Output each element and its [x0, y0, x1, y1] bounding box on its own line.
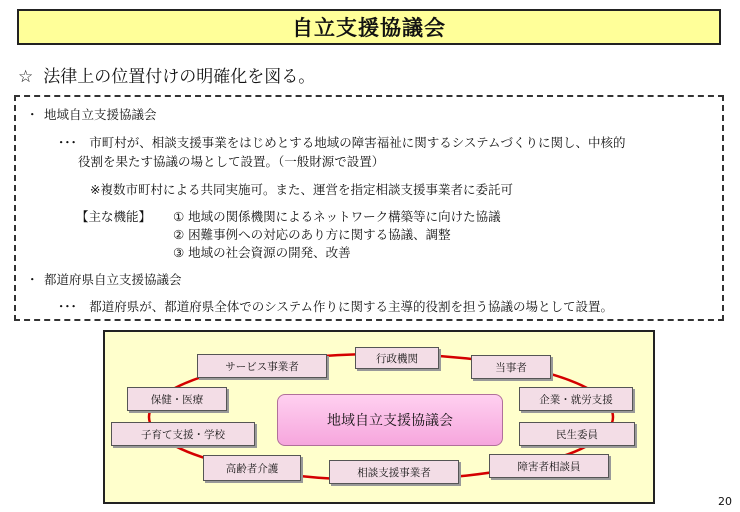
- description-box: [14, 95, 724, 321]
- center-node: 地域自立支援協議会: [277, 394, 503, 446]
- functions-label: 【主な機能】: [76, 209, 152, 224]
- item1-desc-line2: 役割を果たす協議の場として設置。（一般財源で設置）: [78, 154, 385, 169]
- headline-text: 法律上の位置付けの明確化を図る。: [43, 67, 316, 87]
- item2-title: 都道府県自立支援協議会: [44, 272, 182, 287]
- function-2: ② 困難事例への対応のあり方に関する協議、調整: [173, 227, 451, 242]
- node-employment-support: 企業・就労支援: [519, 387, 633, 411]
- node-childcare-school: 子育て支援・学校: [111, 422, 255, 446]
- node-administration: 行政機関: [355, 347, 439, 369]
- item1-desc-line1: ･･･ 市町村が、相談支援事業をはじめとする地域の障害福祉に関するシステムづくりに関し、中核的: [58, 135, 626, 150]
- headline: [18, 62, 315, 87]
- item1-note: ※複数市町村による共同実施可。また、運営を指定相談支援事業者に委託可: [90, 182, 513, 197]
- bullet-1: ・: [26, 107, 39, 122]
- star-icon: ☆: [18, 67, 34, 87]
- node-elderly-care: 高齢者介護: [203, 455, 301, 481]
- node-persons-concerned: 当事者: [471, 355, 551, 379]
- item2-desc: ･･･ 都道府県が、都道府県全体でのシステム作りに関する主導的役割を担う協議の場として設置。: [58, 299, 614, 314]
- slide-title-bar: [17, 9, 721, 45]
- node-disability-counselor: 障害者相談員: [489, 454, 609, 478]
- node-welfare-commissioner: 民生委員: [519, 422, 635, 446]
- item1-title: 地域自立支援協議会: [44, 107, 157, 122]
- function-3: ③ 地域の社会資源の開発、改善: [173, 245, 351, 260]
- network-diagram: [103, 330, 655, 504]
- node-consultation-provider: 相談支援事業者: [329, 460, 459, 484]
- node-health-medical: 保健・医療: [127, 387, 227, 411]
- page-number: 20: [718, 495, 732, 508]
- slide-title: 自立支援協議会: [292, 16, 446, 40]
- function-1: ① 地域の関係機関によるネットワーク構築等に向けた協議: [173, 209, 501, 224]
- node-service-provider: サービス事業者: [197, 354, 327, 378]
- bullet-2: ・: [26, 272, 39, 287]
